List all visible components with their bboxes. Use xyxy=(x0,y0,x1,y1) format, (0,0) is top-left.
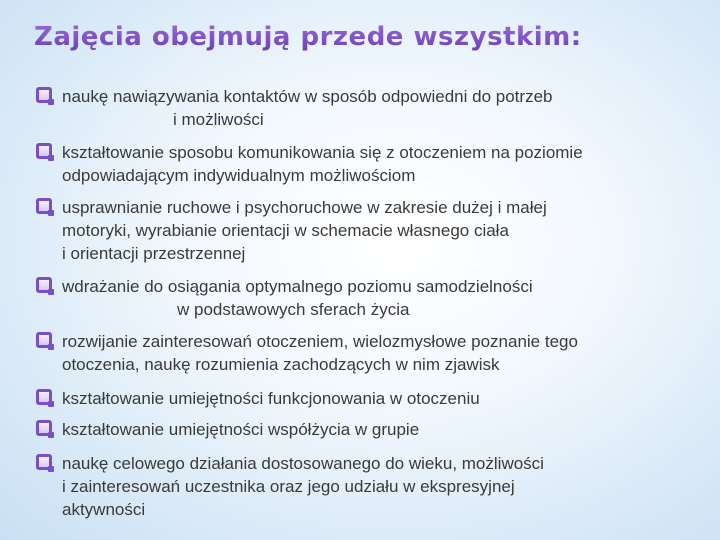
item-line: kształtowanie umiejętności współżycia w grupie xyxy=(62,420,420,439)
item-line: aktywności xyxy=(62,500,146,519)
item-line: naukę nawiązywania kontaktów w sposób odpowiedni do potrzeb xyxy=(62,87,553,106)
checkbox-bullet-icon xyxy=(36,277,52,293)
item-line: motoryki, wyrabianie orientacji w schemacie własnego ciała xyxy=(62,221,509,240)
item-line: odpowiadającym indywidualnym możliwościom xyxy=(62,166,416,185)
checkbox-bullet-icon xyxy=(36,389,52,405)
item-line: kształtowanie umiejętności funkcjonowania w otoczeniu xyxy=(62,389,480,408)
page-title: Zajęcia obejmują przede wszystkim: xyxy=(34,22,582,52)
item-line: w podstawowych sferach życia xyxy=(177,300,410,319)
item-line: i orientacji przestrzennej xyxy=(62,244,246,263)
item-line: kształtowanie sposobu komunikowania się z otoczeniem na poziomie xyxy=(62,143,583,162)
item-line: rozwijanie zainteresowań otoczeniem, wielozmysłowe poznanie tego xyxy=(62,332,578,351)
item-line: wdrażanie do osiągania optymalnego poziomu samodzielności xyxy=(62,277,533,296)
checkbox-bullet-icon xyxy=(36,87,52,103)
item-line: otoczenia, naukę rozumienia zachodzących w nim zjawisk xyxy=(62,355,500,374)
checkbox-bullet-icon xyxy=(36,143,52,159)
item-line: naukę celowego działania dostosowanego do wieku, możliwości xyxy=(62,454,544,473)
checkbox-bullet-icon xyxy=(36,198,52,214)
item-line: i zainteresowań uczestnika oraz jego udziału w ekspresyjnej xyxy=(62,477,515,496)
checkbox-bullet-icon xyxy=(36,332,52,348)
item-line: i możliwości xyxy=(173,110,264,129)
item-line: usprawnianie ruchowe i psychoruchowe w zakresie dużej i małej xyxy=(62,198,547,217)
checkbox-bullet-icon xyxy=(36,420,52,436)
checkbox-bullet-icon xyxy=(36,454,52,470)
